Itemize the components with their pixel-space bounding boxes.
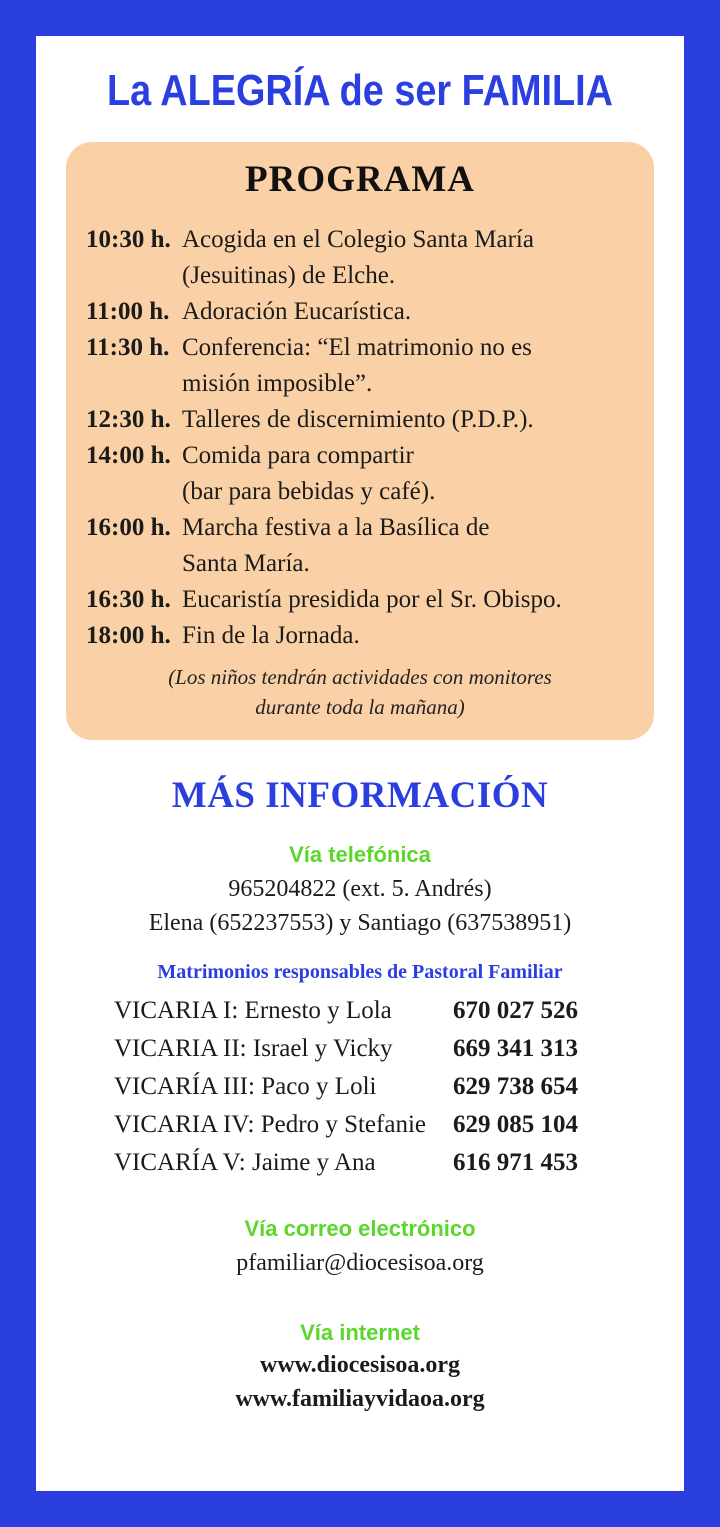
schedule-time: 18:00 h. [86, 622, 171, 649]
schedule-event-line: Eucaristía presidida por el Sr. Obispo. [182, 586, 562, 613]
programa-heading: PROGRAMA [245, 159, 475, 200]
page-title: La ALEGRÍA de ser FAMILIA [106, 66, 614, 115]
vicarias-list [114, 992, 578, 1182]
schedule-time: 14:00 h. [86, 442, 171, 469]
schedule-item [86, 294, 562, 330]
schedule-event-line: Marcha festiva a la Basílica de [182, 514, 490, 541]
note-line: durante toda la mañana) [255, 695, 465, 719]
schedule-item [86, 582, 562, 618]
children-note [66, 662, 654, 722]
vicaria-name: VICARIA II: Israel y Vicky [114, 1035, 393, 1062]
note-line: (Los niños tendrán actividades con monitores [168, 665, 552, 689]
info-heading: MÁS INFORMACIÓN [171, 775, 549, 816]
vicaria-row [114, 1106, 578, 1144]
schedule-event-line: misión imposible”. [182, 370, 373, 397]
vicaria-phone[interactable]: 629 085 104 [453, 1111, 578, 1138]
schedule-time: 11:00 h. [86, 298, 170, 325]
website-link[interactable]: www.familiayvidaoa.org [235, 1386, 485, 1412]
schedule-time: 11:30 h. [86, 334, 170, 361]
schedule-item [86, 510, 562, 582]
vicaria-name: VICARIA IV: Pedro y Stefanie [114, 1111, 426, 1138]
schedule-event [182, 294, 411, 330]
vicaria-name: VICARÍA III: Paco y Loli [114, 1073, 377, 1100]
vicaria-phone[interactable]: 670 027 526 [453, 997, 578, 1024]
schedule-item [86, 402, 562, 438]
responsables-heading: Matrimonios responsables de Pastoral Familiar [157, 961, 563, 983]
vicaria-row [114, 1030, 578, 1068]
schedule-event-line: (Jesuitinas) de Elche. [182, 262, 396, 289]
email-link[interactable]: pfamiliar@diocesisoa.org [236, 1250, 484, 1276]
website-link[interactable]: www.diocesisoa.org [260, 1352, 460, 1378]
schedule-event [182, 402, 534, 438]
vicaria-row [114, 992, 578, 1030]
schedule-item [86, 222, 562, 294]
vicaria-name: VICARÍA V: Jaime y Ana [114, 1149, 376, 1176]
schedule-event-line: Acogida en el Colegio Santa María [182, 226, 534, 253]
flyer-panel [36, 36, 684, 1491]
schedule-event [182, 438, 435, 510]
schedule-item [86, 330, 562, 402]
schedule-event-line: (bar para bebidas y café). [182, 478, 436, 505]
schedule-time: 16:30 h. [86, 586, 171, 613]
vicaria-phone[interactable]: 629 738 654 [453, 1073, 578, 1100]
schedule-event [182, 582, 562, 618]
phone-line: 965204822 (ext. 5. Andrés) [228, 876, 492, 902]
programa-box [66, 142, 654, 740]
vicaria-name: VICARIA I: Ernesto y Lola [114, 997, 392, 1024]
schedule-time: 10:30 h. [86, 226, 171, 253]
schedule-event-line: Santa María. [182, 550, 310, 577]
schedule-event-line: Comida para compartir [182, 442, 414, 469]
vicaria-row [114, 1144, 578, 1182]
schedule-event [182, 222, 534, 294]
schedule-event-line: Conferencia: “El matrimonio no es [182, 334, 532, 361]
schedule-event-line: Fin de la Jornada. [182, 622, 360, 649]
schedule-item [86, 618, 562, 654]
vicaria-phone[interactable]: 616 971 453 [453, 1149, 578, 1176]
vicaria-phone[interactable]: 669 341 313 [453, 1035, 578, 1062]
schedule-time: 12:30 h. [86, 406, 171, 433]
schedule-list [86, 222, 562, 654]
schedule-time: 16:00 h. [86, 514, 171, 541]
internet-heading: Vía internet [300, 1320, 420, 1345]
vicaria-row [114, 1068, 578, 1106]
schedule-event [182, 330, 532, 402]
schedule-event [182, 618, 360, 654]
schedule-event-line: Talleres de discernimiento (P.D.P.). [182, 406, 534, 433]
phone-heading: Vía telefónica [289, 842, 431, 867]
email-heading: Vía correo electrónico [244, 1216, 476, 1241]
phone-line: Elena (652237553) y Santiago (637538951) [148, 910, 572, 936]
schedule-event [182, 510, 490, 582]
schedule-event-line: Adoración Eucarística. [182, 298, 412, 325]
schedule-item [86, 438, 562, 510]
